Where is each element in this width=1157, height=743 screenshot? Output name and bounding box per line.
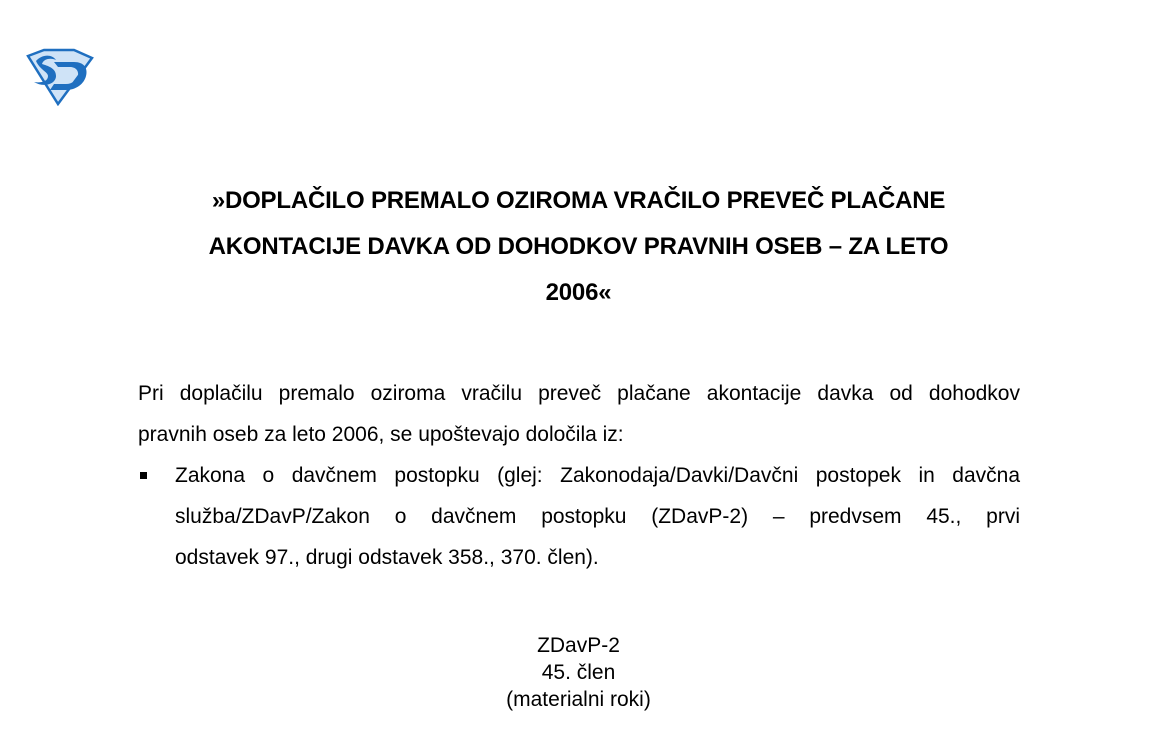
intro-line: Pri doplačilu premalo oziroma vračilu preveč plačane akontacije davka od dohodkov [138,382,1020,405]
list-item [138,455,1020,578]
square-bullet-icon [140,472,147,479]
article-heading [430,632,727,713]
title-line: AKONTACIJE DAVKA OD DOHODKOV PRAVNIH OSEB – ZA LETO [208,233,949,260]
sd-shield-logo-icon [22,48,96,106]
sd-logo-svg [22,48,96,106]
bullet-line: Zakona o davčnem postopku (glej: Zakonodaja/Davki/Davčni postopek in davčna [175,464,1020,487]
bullet-list [138,455,1020,578]
article-law: ZDavP-2 [537,634,620,657]
article-number: 45. člen [541,661,616,684]
bullet-line: odstavek 97., drugi odstavek 358., 370. člen). [175,546,599,569]
title-line: 2006« [545,279,612,306]
article-caption: (materialni roki) [506,688,651,711]
bullet-line: služba/ZDavP/Zakon o davčnem postopku (ZDavP-2) – predvsem 45., prvi [175,505,1020,528]
intro-line: pravnih oseb za leto 2006, se upoštevajo določila iz: [138,423,624,446]
document-title [130,178,1027,316]
document-body [138,373,1020,578]
intro-paragraph [138,373,1020,455]
title-line: »DOPLAČILO PREMALO OZIROMA VRAČILO PREVEČ PLAČANE [211,187,946,214]
